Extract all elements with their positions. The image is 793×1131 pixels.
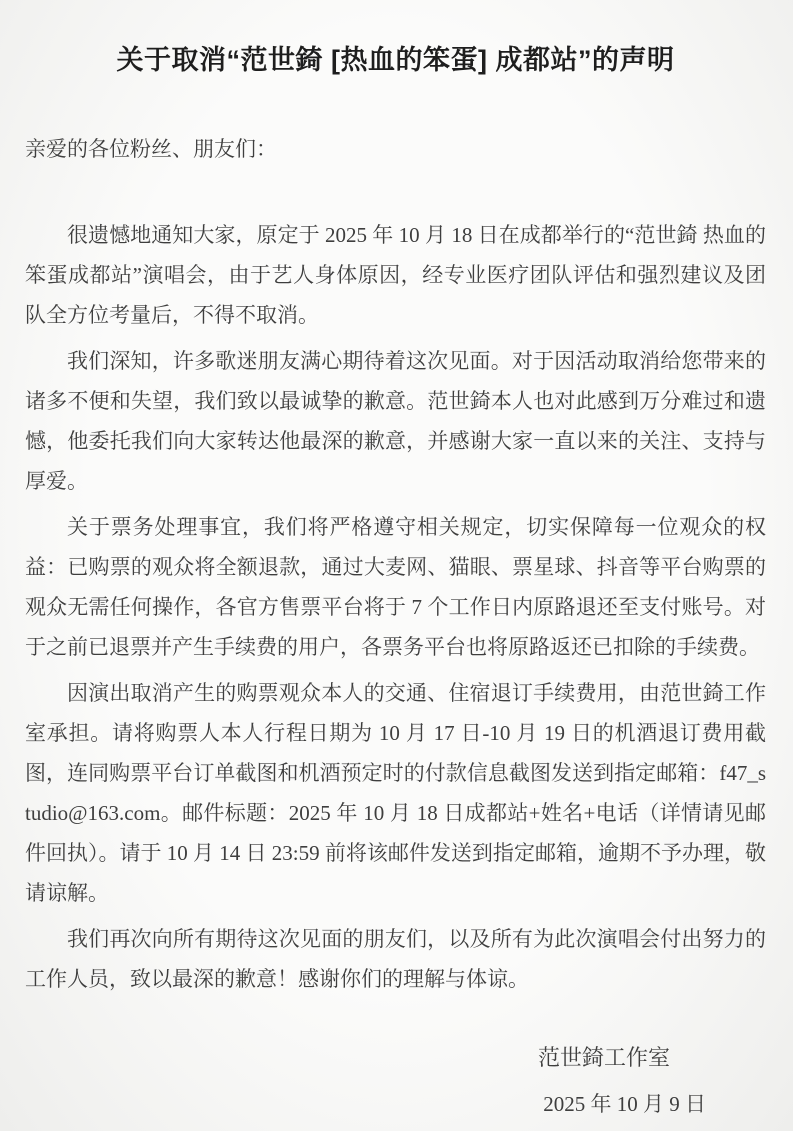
greeting-line: 亲爱的各位粉丝、朋友们： bbox=[25, 137, 277, 161]
paragraph: 关于票务处理事宜，我们将严格遵守相关规定，切实保障每一位观众的权益：已购票的观众将全额退款，通过大麦网、猫眼、票星球、抖音等平台购票的观众无需任何操作，各官方售票平台将于 7 个工作日内原路退还至支付账号。对于之前已退票并产生手续费的用户，各票务平台也将原路返还已扣除的手续费。 bbox=[25, 515, 766, 659]
signature-date: 2025 年 10 月 9 日 bbox=[543, 1092, 706, 1116]
document-title: 关于取消“范世錡 [热血的笨蛋] 成都站”的声明 bbox=[116, 45, 675, 75]
paragraph: 我们深知，许多歌迷朋友满心期待着这次见面。对于因活动取消给您带来的诸多不便和失望，我们致以最诚挚的歉意。范世錡本人也对此感到万分难过和遗憾，他委托我们向大家转达他最深的歉意，并感谢大家一直以来的关注、支持与厚爱。 bbox=[25, 349, 766, 493]
paragraph-list bbox=[25, 215, 766, 999]
paragraph: 因演出取消产生的购票观众本人的交通、住宿退订手续费用，由范世錡工作室承担。请将购票人本人行程日期为 10 月 17 日-10 月 19 日的机酒退订费用截图，连同购票平台订单截图和机酒预定时的付款信息截图发送到指定邮箱：f47_studio@163.com。邮件标题：2025 年 10 月 18 日成都站+姓名+电话（详情请见邮件回执）。请于 10 月 14 日 23:59 前将该邮件发送到指定邮箱，逾期不予办理，敬请谅解。 bbox=[25, 681, 766, 905]
paragraph: 我们再次向所有期待这次见面的朋友们，以及所有为此次演唱会付出努力的工作人员，致以最深的歉意！感谢你们的理解与体谅。 bbox=[25, 927, 766, 991]
paragraph: 很遗憾地通知大家，原定于 2025 年 10 月 18 日在成都举行的“范世錡 热血的笨蛋成都站”演唱会，由于艺人身体原因，经专业医疗团队评估和强烈建议及团队全方位考量后，不得不取消。 bbox=[25, 223, 766, 327]
signature-name: 范世錡工作室 bbox=[537, 1045, 670, 1070]
